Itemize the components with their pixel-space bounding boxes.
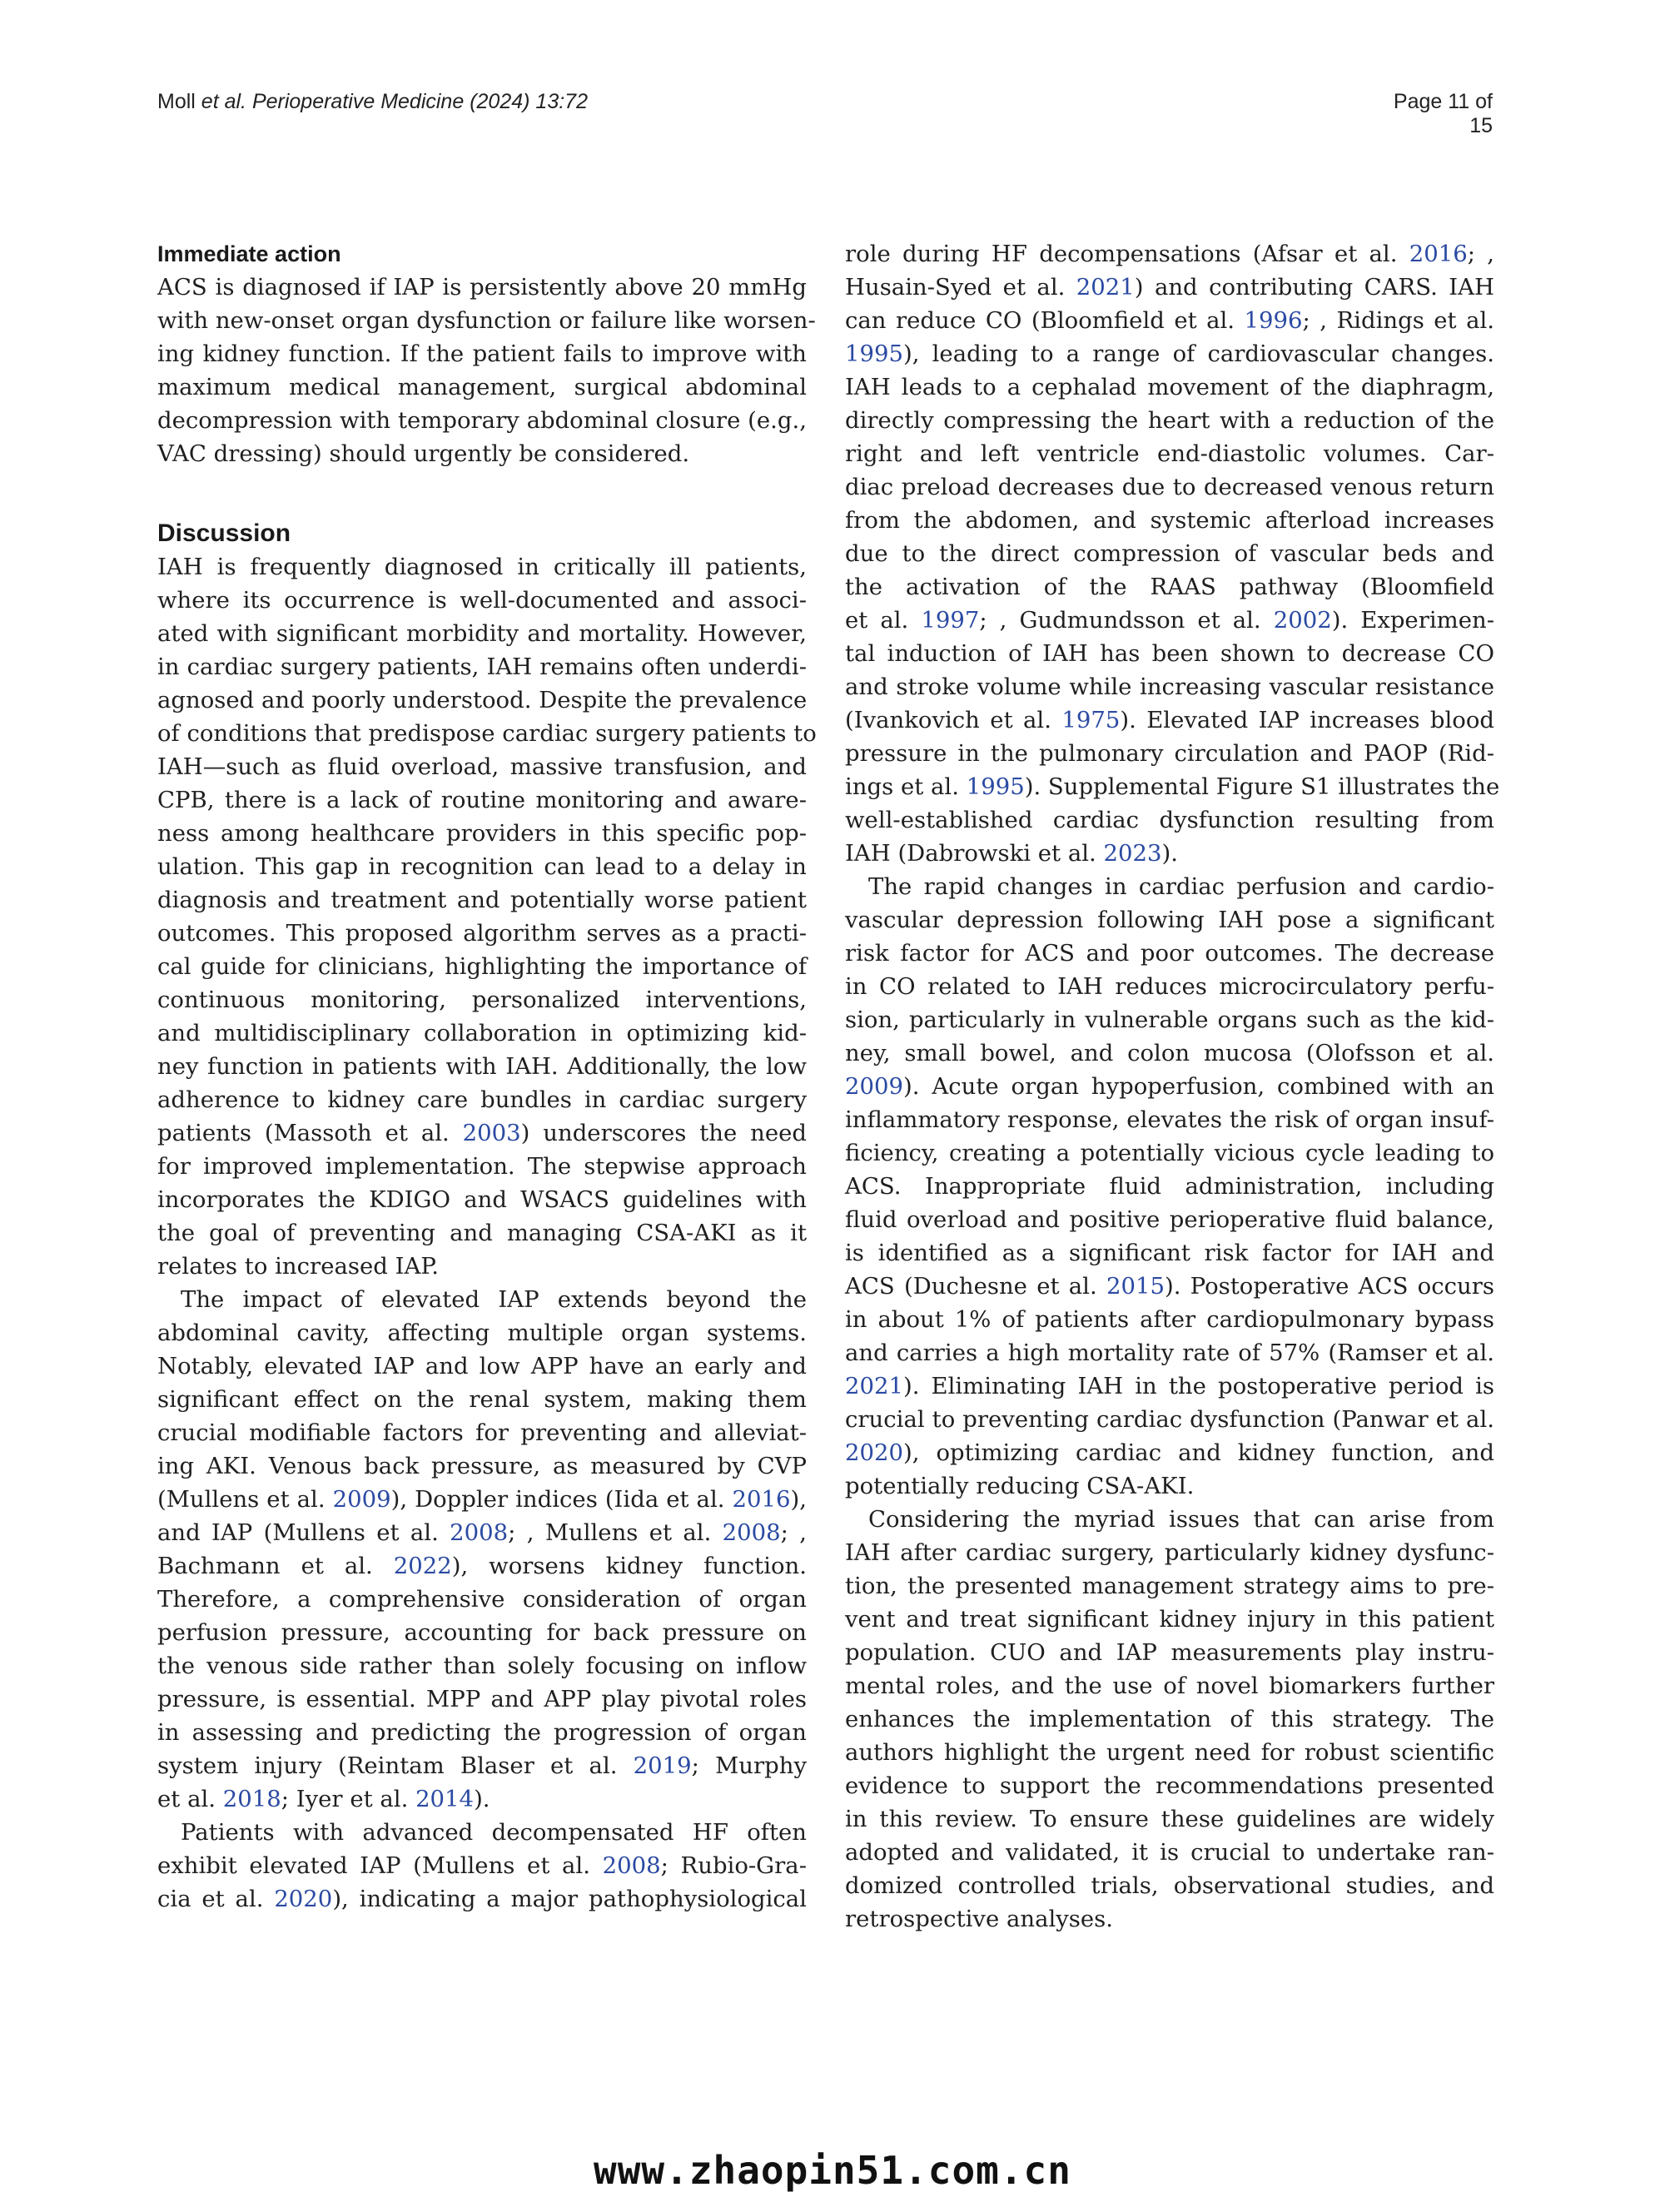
text-run: patients (Massoth et al. xyxy=(157,1120,463,1146)
text-line: the goal of preventing and managing CSA-AKI as it xyxy=(157,1220,807,1246)
text-run: ; Rubio-Gra- xyxy=(660,1852,807,1879)
text-line: tal induction of IAH has been shown to decrease CO xyxy=(845,640,1494,667)
text-run: exhibit elevated IAP (Mullens et al. xyxy=(157,1852,603,1879)
text-line: Notably, elevated IAP and low APP have an early and xyxy=(157,1353,807,1379)
text-line: retrospective analyses. xyxy=(845,1906,1114,1932)
text-line: in this review. To ensure these guidelines are widely xyxy=(845,1806,1494,1832)
text-line: domized controlled trials, observational studies, and xyxy=(845,1872,1494,1899)
text-line: maximum medical management, surgical abdominal xyxy=(157,374,807,400)
text-line: of conditions that predispose cardiac surgery patients to xyxy=(157,720,817,747)
text-run: ). Experimen- xyxy=(1331,607,1495,634)
citation-link[interactable]: 2009 xyxy=(845,1073,903,1100)
text-line: IAH after cardiac surgery, particularly kidney dysfunc- xyxy=(845,1539,1494,1566)
text-line xyxy=(845,271,1494,304)
text-run: et al. xyxy=(157,1786,223,1812)
header-journal: et al. Perioperative Medicine xyxy=(201,90,465,113)
text-run: (Mullens et al. xyxy=(157,1486,333,1513)
text-line: Considering the myriad issues that can arise from xyxy=(868,1506,1494,1533)
text-run: ) and contributing CARS. IAH xyxy=(1134,274,1494,301)
text-run: ; , xyxy=(780,1519,807,1546)
text-line: vent and treat significant kidney injury in this patient xyxy=(845,1606,1494,1633)
text-run: ), Doppler indices (Iida et al. xyxy=(390,1486,733,1513)
watermark-url: www.zhaopin51.com.cn xyxy=(594,2148,1071,2193)
text-run: and IAP (Mullens et al. xyxy=(157,1519,450,1546)
text-line xyxy=(157,1849,807,1882)
text-line: inflammatory response, elevates the risk of organ insuf- xyxy=(845,1106,1494,1133)
text-line xyxy=(845,837,1494,870)
text-line: Therefore, a comprehensive consideration of organ xyxy=(157,1586,807,1613)
text-line: crucial modifiable factors for preventing and alleviat- xyxy=(157,1419,807,1446)
text-line: decompression with temporary abdominal closure (e.g., xyxy=(157,407,807,434)
page-number: Page 11 of 15 xyxy=(1393,90,1493,137)
text-line: significant effect on the renal system, making them xyxy=(157,1386,807,1413)
text-line: perfusion pressure, accounting for back pressure on xyxy=(157,1619,807,1646)
text-line: adopted and validated, it is crucial to undertake ran- xyxy=(845,1839,1494,1866)
right-column xyxy=(845,237,1500,1936)
text-run: ). Acute organ hypoperfusion, combined with an xyxy=(903,1073,1494,1100)
text-line: in cardiac surgery patients, IAH remains often underdi- xyxy=(157,654,807,680)
running-header xyxy=(157,90,588,114)
text-line: ulation. This gap in recognition can lead to a delay in xyxy=(157,853,807,880)
text-run: ). Supplemental Figure S1 illustrates the xyxy=(1024,773,1500,800)
citation-link[interactable]: 2021 xyxy=(1076,274,1135,301)
text-line: potentially reducing CSA-AKI. xyxy=(845,1473,1195,1499)
text-line xyxy=(157,1749,807,1782)
text-line: ACS is diagnosed if IAP is persistently above 20 mmHg xyxy=(157,274,807,301)
citation-link[interactable]: 2014 xyxy=(415,1786,475,1812)
text-line: and carries a high mortality rate of 57% (Ramser et al. xyxy=(845,1340,1494,1366)
citation-link[interactable]: 2008 xyxy=(722,1519,781,1546)
text-line xyxy=(157,1549,807,1583)
text-run: cia et al. xyxy=(157,1886,275,1912)
text-line: ing AKI. Venous back pressure, as measured by CVP xyxy=(157,1453,807,1479)
text-run: ). Elevated IAP increases blood xyxy=(1120,707,1494,733)
text-run: ) underscores the need xyxy=(520,1120,808,1146)
header-author: Moll xyxy=(157,90,196,113)
text-line: where its occurrence is well-documented and associ- xyxy=(157,587,807,614)
left-column xyxy=(157,237,817,1916)
text-line: directly compressing the heart with a reduction of the xyxy=(845,407,1494,434)
text-line: abdominal cavity, affecting multiple organ systems. xyxy=(157,1320,807,1346)
text-line: the venous side rather than solely focusing on inflow xyxy=(157,1653,807,1679)
citation-link[interactable]: 2008 xyxy=(602,1852,661,1879)
text-line xyxy=(845,770,1500,803)
text-line: due to the direct compression of vascular beds and xyxy=(845,540,1494,567)
text-line: authors highlight the urgent need for robust scientific xyxy=(845,1739,1494,1766)
text-run: ; , xyxy=(1467,241,1494,267)
text-line: mental roles, and the use of novel biomarkers further xyxy=(845,1673,1494,1699)
text-run: ). Postoperative ACS occurs xyxy=(1164,1273,1494,1300)
text-line: IAH leads to a cephalad movement of the diaphragm, xyxy=(845,374,1494,400)
text-run: ), worsens kidney function. xyxy=(451,1553,807,1579)
citation-link[interactable]: 1996 xyxy=(1244,307,1303,334)
text-line: in assessing and predicting the progression of organ xyxy=(157,1719,807,1746)
paragraph-discussion-3 xyxy=(157,1816,807,1916)
text-line: in about 1% of patients after cardiopulmonary bypass xyxy=(845,1306,1494,1333)
text-line: fluid overload and positive perioperative fluid balance, xyxy=(845,1206,1494,1233)
citation-link[interactable]: 2016 xyxy=(1409,241,1468,267)
text-line: is identified as a significant risk factor for IAH and xyxy=(845,1240,1494,1266)
text-line: The impact of elevated IAP extends beyond the xyxy=(181,1286,807,1313)
citation-link[interactable]: 2023 xyxy=(1103,840,1162,867)
header-citation: (2024) 13:72 xyxy=(470,90,588,113)
text-line xyxy=(845,1270,1494,1303)
citation-link[interactable]: 1975 xyxy=(1061,707,1121,733)
citation-link[interactable]: 2009 xyxy=(332,1486,391,1513)
paragraph-right-3 xyxy=(845,1503,1494,1936)
text-line: adherence to kidney care bundles in cardiac surgery xyxy=(157,1086,807,1113)
citation-link[interactable]: 2020 xyxy=(845,1439,903,1466)
text-line: IAH is frequently diagnosed in critically ill patients, xyxy=(157,554,807,580)
text-line: risk factor for ACS and poor outcomes. The decrease xyxy=(845,940,1494,967)
citation-link[interactable]: 2008 xyxy=(450,1519,509,1546)
text-line xyxy=(845,703,1494,737)
text-line xyxy=(157,1882,807,1916)
text-line: ney function in patients with IAH. Additionally, the low xyxy=(157,1053,807,1080)
text-run: ; , Gudmundsson et al. xyxy=(979,607,1274,634)
text-run: ). xyxy=(1161,840,1179,867)
citation-link[interactable]: 2019 xyxy=(633,1752,692,1779)
text-run: ; Murphy xyxy=(691,1752,807,1779)
text-line xyxy=(845,1436,1494,1469)
text-line xyxy=(157,1483,807,1516)
text-line: ficiency, creating a potentially vicious cycle leading to xyxy=(845,1140,1494,1166)
text-line: pressure, is essential. MPP and APP play pivotal roles xyxy=(157,1686,807,1712)
text-line xyxy=(845,304,1494,337)
paragraph-right-1 xyxy=(845,237,1500,870)
text-line: for improved implementation. The stepwise approach xyxy=(157,1153,807,1180)
text-line xyxy=(845,237,1494,271)
text-line: and multidisciplinary collaboration in optimizing kid- xyxy=(157,1020,807,1046)
text-line xyxy=(157,1516,807,1549)
text-line: diagnosis and treatment and potentially worse patient xyxy=(157,887,807,913)
paragraph-discussion-1 xyxy=(157,550,817,1283)
text-line: in CO related to IAH reduces microcirculatory perfu- xyxy=(845,973,1494,1000)
citation-link[interactable]: 2002 xyxy=(1273,607,1332,634)
citation-link[interactable]: 2016 xyxy=(732,1486,791,1513)
text-run: ; Iyer et al. xyxy=(281,1786,416,1812)
text-line: pressure in the pulmonary circulation and PAOP (Rid- xyxy=(845,740,1494,767)
text-run: ). xyxy=(474,1786,490,1812)
text-run: system injury (Reintam Blaser et al. xyxy=(157,1752,634,1779)
heading-immediate-action: Immediate action xyxy=(157,241,341,266)
citation-link[interactable]: 2021 xyxy=(845,1373,903,1399)
text-line xyxy=(845,337,1494,370)
text-run: ), xyxy=(790,1486,807,1513)
text-line: and stroke volume while increasing vascular resistance xyxy=(845,674,1494,700)
text-line: outcomes. This proposed algorithm serves as a practi- xyxy=(157,920,807,947)
text-run: can reduce CO (Bloomfield et al. xyxy=(845,307,1245,334)
text-run: (Ivankovich et al. xyxy=(845,707,1062,733)
citation-link[interactable]: 2003 xyxy=(462,1120,521,1146)
text-line: incorporates the KDIGO and WSACS guidelines with xyxy=(157,1186,807,1213)
citation-link[interactable]: 1995 xyxy=(845,340,903,367)
text-line: cal guide for clinicians, highlighting the importance of xyxy=(157,953,807,980)
citation-link[interactable]: 2015 xyxy=(1106,1273,1165,1300)
text-line: Patients with advanced decompensated HF often xyxy=(181,1819,807,1846)
text-line: evidence to support the recommendations presented xyxy=(845,1772,1494,1799)
text-line: from the abdomen, and systemic afterload increases xyxy=(845,507,1494,534)
text-line: tion, the presented management strategy aims to pre- xyxy=(845,1573,1494,1599)
text-line: relates to increased IAP. xyxy=(157,1253,439,1280)
text-run: et al. xyxy=(845,607,922,634)
paragraph-right-2 xyxy=(845,870,1494,1503)
text-line: IAH—such as fluid overload, massive transfusion, and xyxy=(157,753,807,780)
text-run: IAH (Dabrowski et al. xyxy=(845,840,1104,867)
text-line: well-established cardiac dysfunction resulting from xyxy=(845,807,1494,833)
text-line: The rapid changes in cardiac perfusion and cardio- xyxy=(868,873,1494,900)
citation-link[interactable]: 2018 xyxy=(222,1786,281,1812)
text-line: population. CUO and IAP measurements play instru- xyxy=(845,1639,1494,1666)
text-line: right and left ventricle end-diastolic volumes. Car- xyxy=(845,440,1494,467)
text-run: ). Eliminating IAH in the postoperative period is xyxy=(903,1373,1494,1399)
citation-link[interactable]: 2022 xyxy=(393,1553,452,1579)
citation-link[interactable]: 2020 xyxy=(274,1886,333,1912)
text-run: ACS (Duchesne et al. xyxy=(845,1273,1106,1300)
text-run: ), optimizing cardiac and kidney function, and xyxy=(903,1439,1494,1466)
text-run: ings et al. xyxy=(845,773,967,800)
text-line: with new-onset organ dysfunction or failure like worsen- xyxy=(157,307,816,334)
text-line xyxy=(845,1070,1494,1103)
citation-link[interactable]: 1995 xyxy=(966,773,1025,800)
text-line: ney, small bowel, and colon mucosa (Olofsson et al. xyxy=(845,1040,1494,1066)
text-line: the activation of the RAAS pathway (Bloomfield xyxy=(845,574,1494,600)
text-line xyxy=(157,1782,807,1816)
text-run: role during HF decompensations (Afsar et al. xyxy=(845,241,1409,267)
text-line: enhances the implementation of this strategy. The xyxy=(845,1706,1494,1732)
text-line: agnosed and poorly understood. Despite the prevalence xyxy=(157,687,808,713)
paragraph-discussion-2 xyxy=(157,1283,807,1816)
text-line: ACS. Inappropriate fluid administration, including xyxy=(845,1173,1494,1200)
text-run: Husain-Syed et al. xyxy=(845,274,1076,301)
text-run: ), leading to a range of cardiovascular changes. xyxy=(903,340,1494,367)
text-run: ; , Mullens et al. xyxy=(508,1519,723,1546)
citation-link[interactable]: 1997 xyxy=(921,607,980,634)
text-line: diac preload decreases due to decreased venous return xyxy=(845,474,1494,500)
paragraph-immediate-action xyxy=(157,271,816,470)
text-line: CPB, there is a lack of routine monitoring and aware- xyxy=(157,787,807,813)
text-line: crucial to preventing cardiac dysfunction (Panwar et al. xyxy=(845,1406,1494,1433)
text-line: ness among healthcare providers in this specific pop- xyxy=(157,820,807,847)
text-line xyxy=(845,1369,1494,1403)
text-line: vascular depression following IAH pose a significant xyxy=(845,907,1494,933)
text-line xyxy=(845,604,1494,637)
text-line: continuous monitoring, personalized interventions, xyxy=(157,987,807,1013)
text-run: ; , Ridings et al. xyxy=(1302,307,1495,334)
text-line: ing kidney function. If the patient fails to improve with xyxy=(157,340,807,367)
heading-discussion: Discussion xyxy=(157,519,291,547)
text-line: ated with significant morbidity and mortality. However, xyxy=(157,620,807,647)
text-run: ), indicating a major pathophysiological xyxy=(332,1886,807,1912)
text-line: sion, particularly in vulnerable organs such as the kid- xyxy=(845,1007,1494,1033)
text-line xyxy=(157,1116,807,1150)
text-run: Bachmann et al. xyxy=(157,1553,394,1579)
text-line: VAC dressing) should urgently be considered. xyxy=(157,440,690,467)
